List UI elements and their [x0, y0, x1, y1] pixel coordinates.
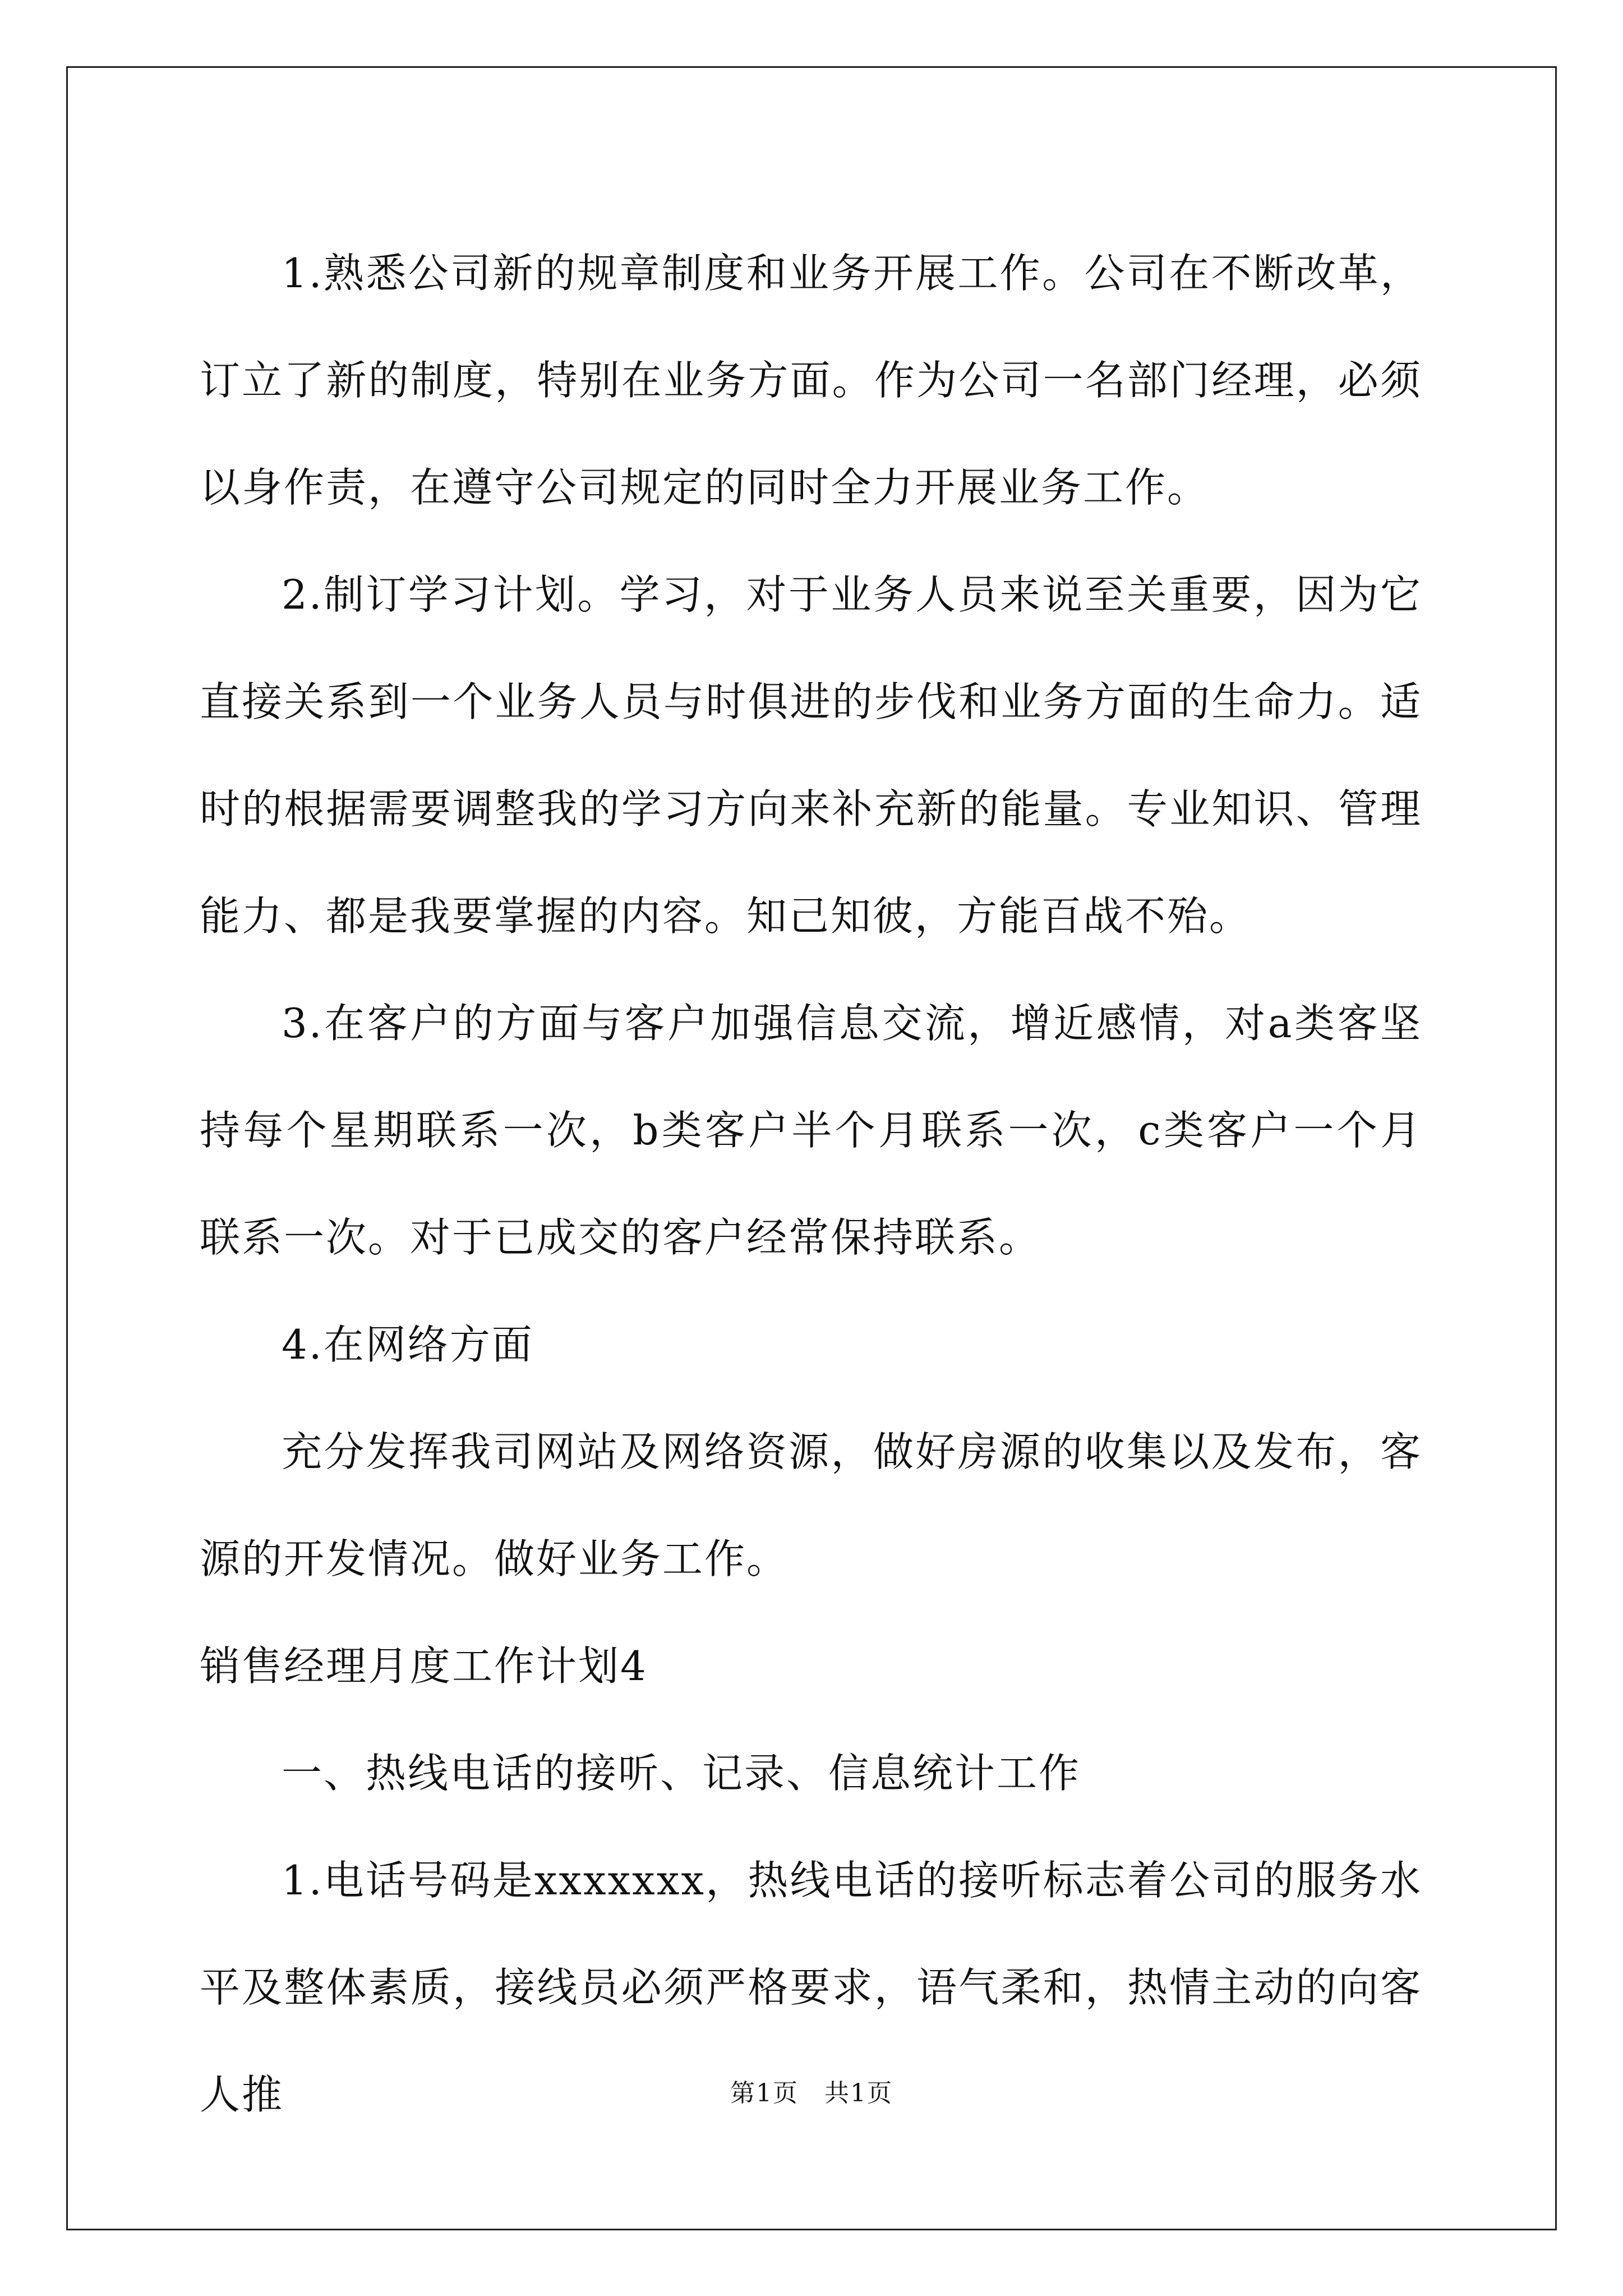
paragraph-7: 1.电话号码是xxxxxxx，热线电话的接听标志着公司的服务水平及整体素质，接线员必须严格要求，语气柔和，热情主动的向客人推 — [200, 1857, 1422, 2118]
paragraph-4: 4.在网络方面 — [282, 1321, 534, 1368]
section-heading: 销售经理月度工作计划4 — [200, 1642, 648, 1690]
paragraph-2: 2.制订学习计划。学习，对于业务人员来说至关重要，因为它直接关系到一个业务人员与时俱进的步伐和业务方面的生命力。适时的根据需要调整我的学习方向来补充新的能量。专业知识、管理能力、都是我要掌握的内容。知己知彼，方能百战不殆。 — [200, 571, 1422, 940]
paragraph-1: 1.熟悉公司新的规章制度和业务开展工作。公司在不断改革，订立了新的制度，特别在业务方面。作为公司一名部门经理，必须以身作责，在遵守公司规定的同时全力开展业务工作。 — [200, 250, 1422, 511]
document-body — [200, 220, 1422, 2148]
page-footer: 第1页 共1页 — [730, 2079, 893, 2108]
paragraph-5: 充分发挥我司网站及网络资源，做好房源的收集以及发布，客源的开发情况。做好业务工作。 — [200, 1428, 1422, 1582]
paragraph-3: 3.在客户的方面与客户加强信息交流，增近感情，对a类客坚持每个星期联系一次，b类客户半个月联系一次，c类客户一个月联系一次。对于已成交的客户经常保持联系。 — [200, 1000, 1422, 1261]
paragraph-6: 一、热线电话的接听、记录、信息统计工作 — [282, 1750, 1081, 1797]
